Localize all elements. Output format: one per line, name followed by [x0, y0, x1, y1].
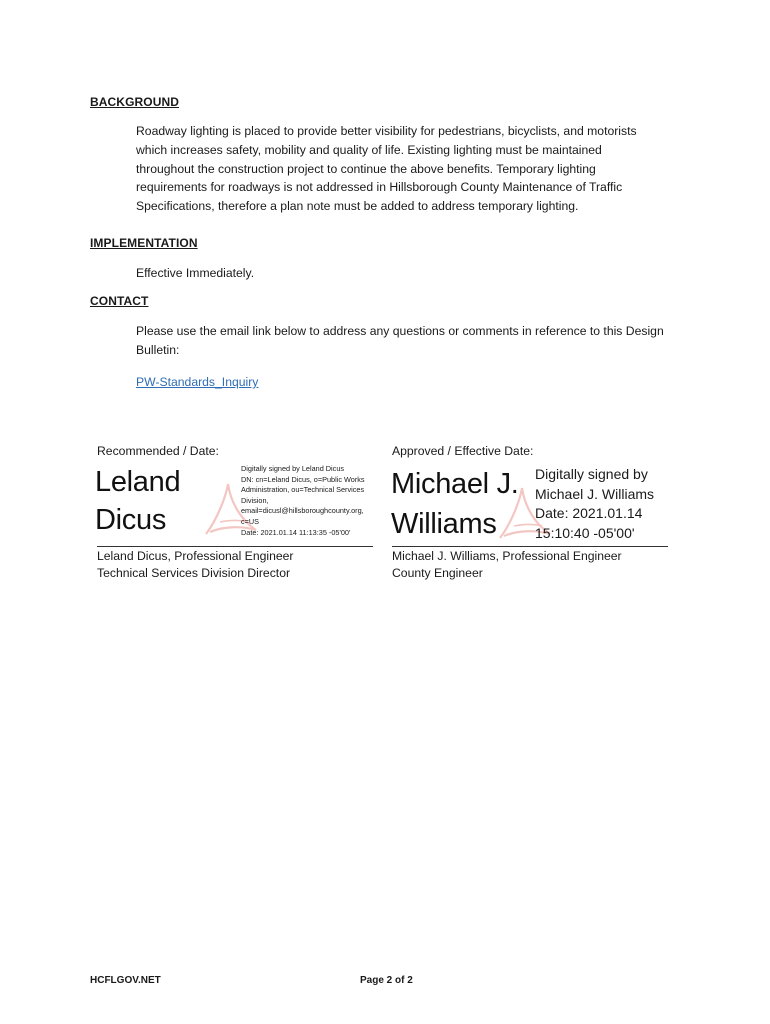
digital-signature-detail-line: Michael J. Williams [535, 485, 655, 502]
implementation-heading: IMPLEMENTATION [90, 236, 198, 250]
background-heading: BACKGROUND [90, 95, 179, 109]
digital-signature-detail-line: DN: cn=Leland Dicus, o=Public Works [241, 474, 365, 484]
digital-signature-detail-line: c=US [241, 516, 260, 526]
contact-heading: CONTACT [90, 294, 149, 308]
recommended-signature-name-first: Leland [95, 466, 181, 498]
background-line: requirements for roadways is not addressed in Hillsborough County Maintenance of Traffic [136, 180, 623, 194]
pw-standards-inquiry-link[interactable]: PW-Standards_Inquiry [136, 375, 259, 389]
footer-page-number: Page 2 of 2 [360, 975, 413, 986]
recommended-label: Recommended / Date: [97, 444, 219, 458]
footer-website: HCFLGOV.NET [90, 975, 161, 986]
recommended-signature-name-last: Dicus [95, 504, 167, 536]
approved-digital-signature-details [535, 465, 675, 543]
digital-signature-detail-line: Date: 2021.01.14 11:13:35 -05'00' [241, 527, 351, 537]
recommended-signer-title: Technical Services Division Director [97, 566, 291, 580]
recommended-signer-name: Leland Dicus, Professional Engineer [97, 549, 294, 563]
approved-signer-title: County Engineer [392, 566, 483, 580]
digital-signature-detail-line: Date: 2021.01.14 [535, 505, 643, 521]
digital-signature-detail-line: Division, [241, 495, 269, 505]
background-line: Specifications, therefore a plan note must be added to address temporary lighting. [136, 199, 579, 213]
digital-signature-detail-line: Digitally signed by Leland Dicus [241, 464, 345, 473]
approved-signature-name-last: Williams [391, 508, 497, 540]
digital-signature-detail-line: Administration, ou=Technical Services [241, 485, 365, 495]
recommended-digital-signature-details [241, 464, 386, 538]
approved-signer-name: Michael J. Williams, Professional Engineer [392, 549, 622, 563]
implementation-text: Effective Immediately. [136, 266, 255, 280]
background-line: Roadway lighting is placed to provide better visibility for pedestrians, bicyclists, and motorists [136, 124, 637, 138]
digital-signature-detail-line: Digitally signed by [535, 466, 648, 482]
background-line: which increases safety, mobility and quality of life. Existing lighting must be maintained [136, 143, 602, 157]
approved-label: Approved / Effective Date: [392, 444, 534, 458]
recommended-signature-line [97, 546, 373, 547]
contact-line: Please use the email link below to address any questions or comments in reference to this Design [136, 324, 664, 338]
approved-signature-line [392, 546, 668, 547]
digital-signature-detail-line: email=dicusl@hillsboroughcounty.org, [241, 506, 364, 516]
approved-signature-name-first: Michael J. [391, 468, 519, 500]
digital-signature-detail-line: 15:10:40 -05'00' [535, 524, 635, 541]
contact-line: Bulletin: [136, 343, 180, 357]
background-line: throughout the construction project to continue the above benefits. Temporary lighting [136, 162, 596, 176]
